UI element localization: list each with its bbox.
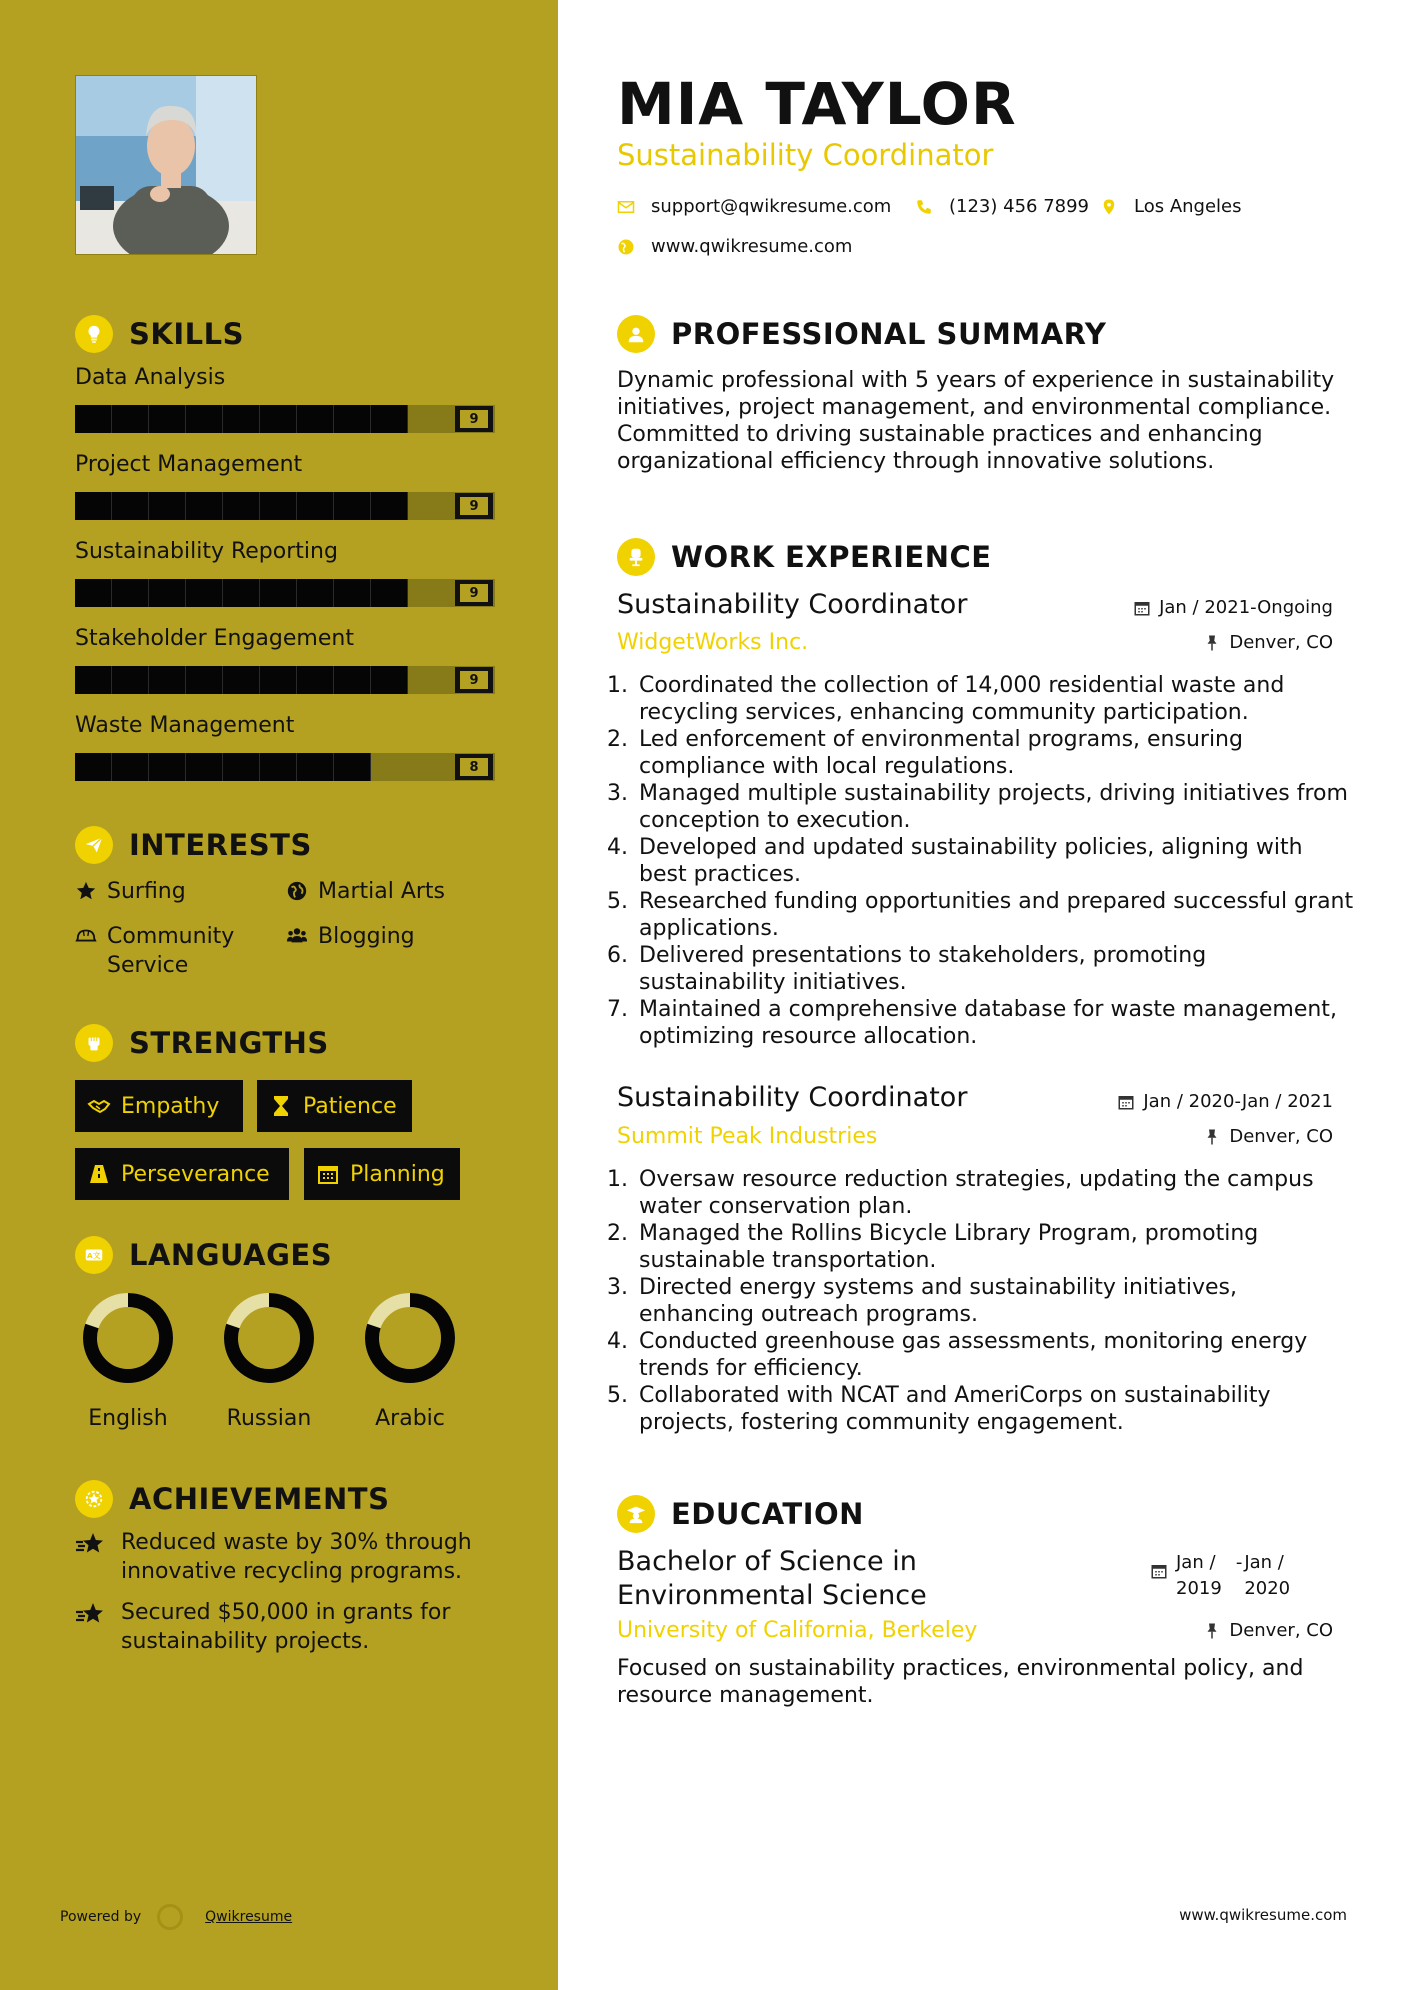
experience-heading: WORK EXPERIENCE — [617, 538, 992, 576]
interest-item: Blogging — [286, 922, 415, 951]
strength-tag: Planning — [304, 1148, 460, 1200]
strength-tag: Patience — [257, 1080, 412, 1132]
achievement-item: Secured $50,000 in grants for sustainability projects. — [75, 1598, 495, 1656]
skill-bar-segment — [112, 753, 149, 781]
skill-bar — [75, 666, 495, 694]
envelope-icon — [617, 198, 635, 216]
job-dates: Jan / 2020-Jan / 2021 — [1117, 1091, 1333, 1112]
skills-heading: SKILLS — [75, 315, 244, 353]
strength-tag: Perseverance — [75, 1148, 289, 1200]
job-company: WidgetWorks Inc. — [617, 630, 809, 655]
skill-name: Sustainability Reporting — [75, 539, 338, 564]
calendar-icon — [1150, 1562, 1168, 1580]
skill-level-badge — [455, 406, 493, 432]
skill-bar-segment — [371, 405, 408, 433]
skill-bar-segment — [371, 579, 408, 607]
job-location: Denver, CO — [1203, 632, 1333, 653]
skill-bar-segment — [223, 666, 260, 694]
skill-bar — [75, 405, 495, 433]
graduate-icon — [617, 1495, 655, 1533]
skill-level-badge — [455, 667, 493, 693]
skill-bar-segment — [223, 753, 260, 781]
education-location: Denver, CO — [1203, 1620, 1333, 1641]
skill-level: 9 — [460, 410, 488, 428]
handshake-icon — [87, 1094, 111, 1118]
skill-name: Project Management — [75, 452, 303, 477]
skill-bar-segment — [223, 579, 260, 607]
candidate-name: MIA TAYLOR — [617, 70, 1017, 138]
skill-bar-segment — [186, 753, 223, 781]
skill-level: 9 — [460, 671, 488, 689]
job-title: Sustainability Coordinator — [617, 589, 968, 620]
footer-url[interactable]: www.qwikresume.com — [1179, 1906, 1347, 1924]
skill-bar-segment — [75, 492, 112, 520]
calendar-icon — [1117, 1093, 1135, 1111]
brand-link[interactable]: Qwikresume — [205, 1909, 293, 1925]
globe-icon — [286, 880, 308, 902]
skill-bar-segment — [334, 666, 371, 694]
language-proficiency-ring — [221, 1290, 317, 1386]
job-duties — [617, 672, 1355, 1050]
skill-bar-segment — [260, 405, 297, 433]
shooting-star-icon — [75, 1530, 107, 1558]
skill-level: 9 — [460, 497, 488, 515]
skill-bar — [75, 492, 495, 520]
skill-bar-segment — [149, 579, 186, 607]
skill-bar-segment — [260, 666, 297, 694]
skill-bar — [75, 753, 495, 781]
language-name: Arabic — [375, 1406, 445, 1431]
skill-bar-segment — [297, 492, 334, 520]
duty-item: 7. Maintained a comprehensive database for waste management, optimizing resource allocation. — [635, 996, 1355, 1050]
skill-level-badge — [455, 493, 493, 519]
duty-item: 6. Delivered presentations to stakeholders, promoting sustainability initiatives. — [635, 942, 1355, 996]
skill-level-badge — [455, 754, 493, 780]
skill-bar-segment — [186, 666, 223, 694]
education-heading: EDUCATION — [617, 1495, 864, 1533]
duty-item: 4. Conducted greenhouse gas assessments, monitoring energy trends for efficiency. — [635, 1328, 1355, 1382]
lightbulb-icon — [75, 315, 113, 353]
map-pin-icon — [1100, 198, 1118, 216]
skill-bar-segment — [371, 492, 408, 520]
skill-bar-segment — [75, 666, 112, 694]
education-description: Focused on sustainability practices, environmental policy, and resource management. — [617, 1656, 1304, 1708]
skill-name: Waste Management — [75, 713, 295, 738]
achievement-item: Reduced waste by 30% through innovative recycling programs. — [75, 1528, 495, 1586]
skill-bar-segment — [260, 492, 297, 520]
duty-item: 3. Directed energy systems and sustainability initiatives, enhancing outreach programs. — [635, 1274, 1355, 1328]
duty-item: 5. Researched funding opportunities and prepared successful grant applications. — [635, 888, 1355, 942]
duty-item: 2. Managed the Rollins Bicycle Library Program, promoting sustainable transportation. — [635, 1220, 1355, 1274]
contact-email[interactable]: support@qwikresume.com — [617, 196, 891, 217]
job-dates: Jan / 2021-Ongoing — [1133, 597, 1333, 618]
duty-item: 3. Managed multiple sustainability projects, driving initiatives from conception to execution. — [635, 780, 1355, 834]
skill-bar-segment — [334, 753, 371, 781]
summary-text: Dynamic professional with 5 years of experience in sustainability initiatives, project management, and environmental compliance. Committed to driving sustainable practices and enhancing organizational efficiency through innovative solutions. — [617, 368, 1335, 474]
skill-level: 8 — [460, 758, 488, 776]
degree-title: Bachelor of Science in Environmental Science — [617, 1546, 927, 1611]
language-name: English — [88, 1406, 168, 1431]
education-dates: Jan / 2019 - Jan / 2020 — [1150, 1550, 1290, 1602]
skill-bar-segment — [112, 492, 149, 520]
job-location: Denver, CO — [1203, 1126, 1333, 1147]
skill-bar-segment — [149, 405, 186, 433]
skill-bar-segment — [297, 405, 334, 433]
duty-item: 4. Developed and updated sustainability policies, aligning with best practices. — [635, 834, 1355, 888]
qwikresume-logo-icon — [157, 1904, 183, 1930]
contact-location: Los Angeles — [1100, 196, 1242, 217]
skill-bar-segment — [223, 492, 260, 520]
profile-photo — [75, 75, 257, 255]
duty-item: 5. Collaborated with NCAT and AmeriCorps on sustainability projects, fostering community engagement. — [635, 1382, 1355, 1436]
language-icon — [75, 1236, 113, 1274]
strength-tag: Empathy — [75, 1080, 243, 1132]
summary-heading: PROFESSIONAL SUMMARY — [617, 315, 1106, 353]
helmet-icon — [75, 925, 97, 947]
svg-text:A文: A文 — [87, 1251, 101, 1261]
pin-icon — [1203, 1622, 1221, 1640]
calendar-icon — [316, 1162, 340, 1186]
language-proficiency-ring — [362, 1290, 458, 1386]
star-icon — [75, 880, 97, 902]
skill-bar-segment — [334, 579, 371, 607]
award-star-icon — [75, 1480, 113, 1518]
sidebar — [0, 0, 558, 1990]
contact-phone[interactable]: (123) 456 7899 — [915, 196, 1089, 217]
skill-bar-segment — [75, 579, 112, 607]
skill-bar-segment — [186, 579, 223, 607]
globe-icon — [617, 238, 635, 256]
languages-heading: A文 LANGUAGES — [75, 1236, 332, 1274]
school-name: University of California, Berkeley — [617, 1618, 978, 1643]
skill-bar-segment — [371, 666, 408, 694]
interest-item: Community Service — [75, 922, 255, 980]
interests-heading: INTERESTS — [75, 826, 312, 864]
skill-level: 9 — [460, 584, 488, 602]
pin-icon — [1203, 1128, 1221, 1146]
paper-plane-icon — [75, 826, 113, 864]
skill-bar-segment — [75, 405, 112, 433]
users-icon — [286, 925, 308, 947]
skill-bar-segment — [112, 579, 149, 607]
skill-bar-segment — [260, 579, 297, 607]
hourglass-icon — [269, 1094, 293, 1118]
skill-bar — [75, 579, 495, 607]
job-title: Sustainability Coordinator — [617, 1082, 968, 1113]
skill-bar-segment — [260, 753, 297, 781]
skill-bar-segment — [149, 492, 186, 520]
powered-by: Powered by Qwikresume — [60, 1904, 292, 1930]
skill-bar-segment — [334, 405, 371, 433]
phone-icon — [915, 198, 933, 216]
skill-name: Data Analysis — [75, 365, 226, 390]
interest-item: Surfing — [75, 877, 186, 906]
skill-bar-segment — [297, 666, 334, 694]
shooting-star-icon — [75, 1600, 107, 1628]
candidate-role: Sustainability Coordinator — [617, 138, 994, 172]
road-icon — [87, 1162, 111, 1186]
skill-bar-segment — [186, 405, 223, 433]
duty-item: 1. Oversaw resource reduction strategies, updating the campus water conservation plan. — [635, 1166, 1355, 1220]
skill-name: Stakeholder Engagement — [75, 626, 354, 651]
duty-item: 1. Coordinated the collection of 14,000 residential waste and recycling services, enhancing community participation. — [635, 672, 1355, 726]
user-icon — [617, 315, 655, 353]
duty-item: 2. Led enforcement of environmental programs, ensuring compliance with local regulations. — [635, 726, 1355, 780]
achievements-heading: ACHIEVEMENTS — [75, 1480, 389, 1518]
job-duties — [617, 1166, 1355, 1436]
skill-level-badge — [455, 580, 493, 606]
job-company: Summit Peak Industries — [617, 1124, 878, 1149]
skill-bar-segment — [297, 753, 334, 781]
language-proficiency-ring — [80, 1290, 176, 1386]
interest-item: Martial Arts — [286, 877, 445, 906]
office-chair-icon — [617, 538, 655, 576]
strengths-heading: STRENGTHS — [75, 1024, 329, 1062]
skill-bar-segment — [149, 753, 186, 781]
fist-icon — [75, 1024, 113, 1062]
skill-bar-segment — [186, 492, 223, 520]
skill-bar-segment — [112, 666, 149, 694]
skill-bar-segment — [334, 492, 371, 520]
calendar-icon — [1133, 599, 1151, 617]
language-name: Russian — [226, 1406, 312, 1431]
skill-bar-segment — [223, 405, 260, 433]
contact-website[interactable]: www.qwikresume.com — [617, 236, 852, 257]
skill-bar-segment — [75, 753, 112, 781]
skill-bar-segment — [297, 579, 334, 607]
skill-bar-segment — [112, 405, 149, 433]
skill-bar-segment — [149, 666, 186, 694]
pin-icon — [1203, 634, 1221, 652]
